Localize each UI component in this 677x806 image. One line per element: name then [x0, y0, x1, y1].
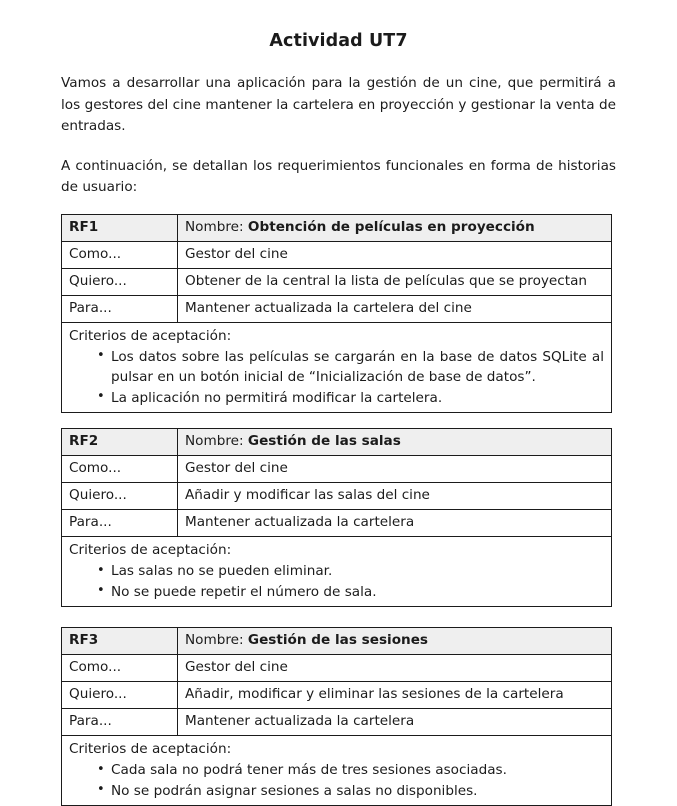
table-row — [62, 709, 612, 736]
nombre-prefix-label: Nombre: — [185, 632, 248, 648]
para-value: Mantener actualizada la cartelera — [178, 510, 612, 537]
para-value: Mantener actualizada la cartelera — [178, 709, 612, 736]
list-item: • Las salas no se pueden eliminar. — [97, 561, 604, 582]
table-row — [62, 736, 612, 806]
table-row — [62, 456, 612, 483]
requirement-name: Gestión de las salas — [247, 433, 401, 449]
table-row — [62, 510, 612, 537]
para-value: Mantener actualizada la cartelera del cine — [178, 295, 612, 322]
como-value: Gestor del cine — [178, 655, 612, 682]
como-value: Gestor del cine — [178, 241, 612, 268]
list-item: • No se podrán asignar sesiones a salas no disponibles. — [97, 781, 604, 802]
requirements-lead-paragraph: A continuación, se detallan los requerimientos funcionales en forma de historias de usuario: — [61, 157, 616, 195]
list-item: • Cada sala no podrá tener más de tres sesiones asociadas. — [97, 760, 604, 781]
table-row — [62, 241, 612, 268]
spacer — [61, 607, 616, 627]
criteria-cell — [62, 322, 612, 413]
quiero-label: Quiero... — [62, 483, 178, 510]
requirement-table-rf3 — [61, 627, 612, 806]
table-row — [62, 628, 612, 655]
nombre-prefix-label: Nombre: — [185, 433, 248, 449]
requirement-name: Obtención de películas en proyección — [247, 218, 535, 235]
table-row — [62, 214, 612, 241]
table-row — [62, 655, 612, 682]
quiero-label: Quiero... — [62, 682, 178, 709]
table-row — [62, 268, 612, 295]
table-row — [62, 537, 612, 607]
requirement-name: Gestión de las sesiones — [247, 632, 429, 648]
requirement-name-cell — [178, 628, 612, 655]
requirement-id: RF3 — [62, 628, 178, 655]
list-item: • Los datos sobre las películas se cargarán en la base de datos SQLite al pulsar en un botón inicial de “Inicialización de base de datos”. — [97, 347, 604, 388]
criteria-cell — [62, 537, 612, 607]
spacer — [61, 199, 616, 214]
como-label: Como... — [62, 456, 178, 483]
para-label: Para... — [62, 510, 178, 537]
como-label: Como... — [62, 655, 178, 682]
table-row — [62, 682, 612, 709]
como-label: Como... — [62, 241, 178, 268]
requirement-name-cell — [178, 429, 612, 456]
table-row — [62, 322, 612, 413]
quiero-value: Añadir, modificar y eliminar las sesiones de la cartelera — [178, 682, 612, 709]
intro-paragraph: Vamos a desarrollar una aplicación para la gestión de un cine, que permitirá a los gestores del cine mantener la cartelera en proyección y gestionar la venta de entradas. — [61, 75, 616, 134]
requirement-name-cell — [178, 214, 612, 241]
quiero-value: Obtener de la central la lista de películas que se proyectan — [178, 268, 612, 295]
page-title: Actividad UT7 — [269, 31, 408, 51]
criteria-title: Criterios de aceptación: — [69, 741, 232, 757]
quiero-label: Quiero... — [62, 268, 178, 295]
requirement-table-rf1 — [61, 214, 612, 414]
criteria-cell — [62, 736, 612, 806]
criteria-list — [69, 760, 604, 801]
para-label: Para... — [62, 709, 178, 736]
criteria-title: Criterios de aceptación: — [69, 327, 232, 344]
list-item: • La aplicación no permitirá modificar la cartelera. — [97, 388, 604, 409]
table-row — [62, 295, 612, 322]
para-label: Para... — [62, 295, 178, 322]
table-row — [62, 429, 612, 456]
requirement-id: RF1 — [62, 214, 178, 241]
nombre-prefix-label: Nombre: — [185, 218, 248, 235]
requirement-table-rf2 — [61, 428, 612, 607]
criteria-list — [69, 561, 604, 602]
list-item: • No se puede repetir el número de sala. — [97, 582, 604, 603]
table-row — [62, 483, 612, 510]
spacer — [61, 413, 616, 428]
criteria-title: Criterios de aceptación: — [69, 542, 232, 558]
criteria-list — [69, 347, 604, 409]
quiero-value: Añadir y modificar las salas del cine — [178, 483, 612, 510]
como-value: Gestor del cine — [178, 456, 612, 483]
requirement-id: RF2 — [62, 429, 178, 456]
